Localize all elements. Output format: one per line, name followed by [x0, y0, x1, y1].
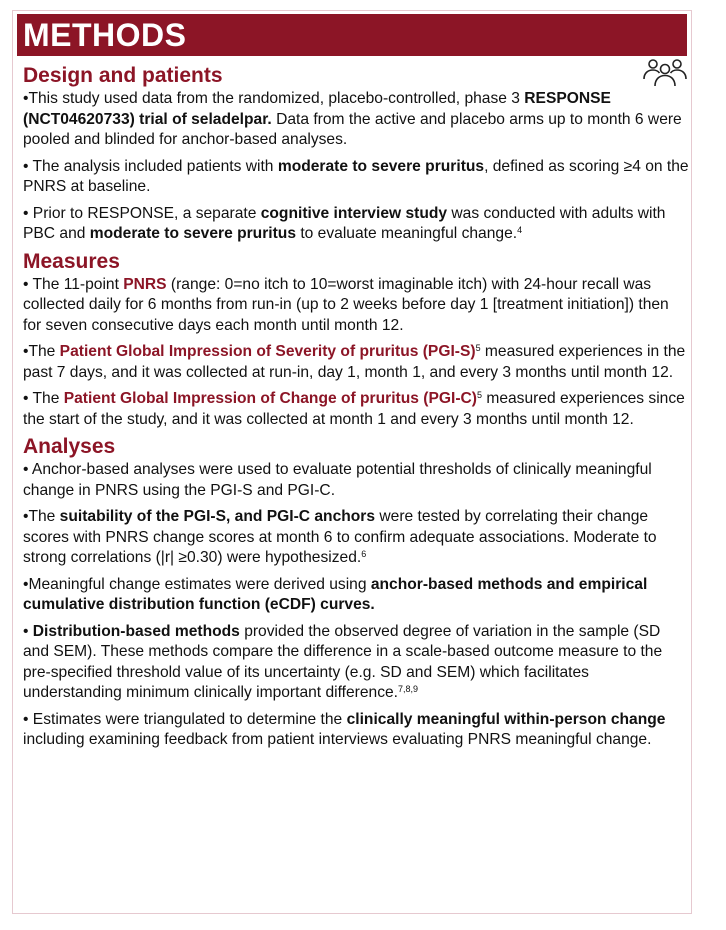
measures-bullet-3: • The Patient Global Impression of Change of pruritus $(PGI-C)^5$ measured experiences since the start of the study, and it was collected at month 1 and every 3 months until month 12.	[23, 390, 685, 428]
heading-measures: Measures	[23, 249, 120, 273]
heading-analyses: Analyses	[23, 435, 116, 458]
design-bullet-1: •This study used data from the randomized, placebo-controlled, phase 3 RESPONSE (NCT04620733) trial of seladelpar. Data from the active and placebo arms up to month 6 were pooled and blinded for anchor-based analyses.	[23, 90, 682, 148]
measures-bullet-1: • The 11-point PNRS (range: 0=no itch to 10=worst imaginable itch) with 24-hour recall was collected daily for 6 months from run-in (up to 2 weeks before day 1 [treatment initiation]) then for seven consecutive days each month until month 12.	[23, 275, 669, 334]
measures-bullet-2: •The Patient Global Impression of Severity of pruritus $(PGI-S)^5$ measured experiences in the past 7 days, and it was collected at run-in, day 1, month 1, and every 3 months until month 12.	[23, 343, 686, 381]
analyses-bullet-5: • Estimates were triangulated to determine the clinically meaningful within-person change including examining feedback from patient interviews evaluating PNRS meaningful change.	[23, 710, 666, 748]
analyses-bullet-2: •The suitability of the PGI-S, and PGI-C anchors were tested by correlating their change scores with PNRS change scores at month 6 to confirm adequate associations. Moderate to strong correlations (|r| ≥0.30) were hypothesized.$^6$	[23, 508, 657, 566]
analyses-bullet-1: • Anchor-based analyses were used to evaluate potential thresholds of clinically meaningful change in PNRS using the PGI-S and PGI-C.	[23, 461, 652, 499]
section-title: METHODS	[23, 17, 187, 53]
reference-sup: 7,8,9	[398, 684, 419, 694]
heading-design-and-patients: Design and patients	[23, 64, 223, 87]
reference-sup: 5	[476, 390, 482, 400]
design-bullet-2: • The analysis included patients with moderate to severe pruritus, defined as scoring ≥4 on the PNRS at baseline.	[23, 157, 689, 195]
analyses-bullet-3: •Meaningful change estimates were derived using anchor-based methods and empirical cumulative distribution function (eCDF) curves.	[23, 575, 648, 613]
methods-content	[23, 63, 689, 757]
design-bullet-3: • Prior to RESPONSE, a separate cognitive interview study was conducted with adults with PBC and moderate to severe pruritus to evaluate meaningful change.$^4$	[23, 204, 666, 242]
reference-sup: 4	[517, 225, 523, 235]
reference-sup: 5	[475, 343, 481, 353]
reference-sup: 6	[361, 549, 367, 559]
analyses-bullet-4: • Distribution-based methods provided the observed degree of variation in the sample (SD and SEM). These methods compare the difference in a scale-based outcome measure to the pre-specified threshold value of its uncertainty (e.g. SD and SEM) which facilitates understanding minimum clinically important difference.$^{7,8,9}$	[23, 622, 663, 701]
section-header	[17, 14, 687, 56]
methods-panel	[12, 10, 692, 914]
